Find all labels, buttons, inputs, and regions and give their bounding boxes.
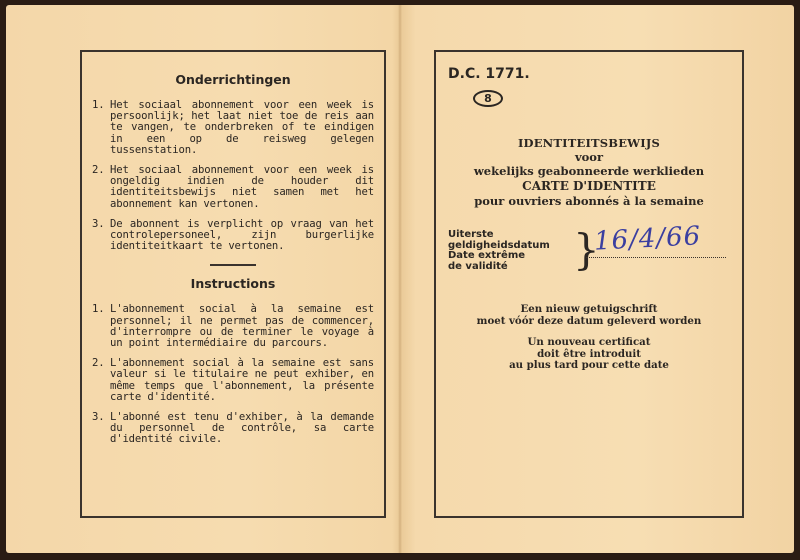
- list-item: 1. Het sociaal abonnement voor een week is persoonlijk; het laat niet toe de reis aan te vangen, te onderbreken of te eindigen in een op de reisweg gelegen tussenstation.: [92, 99, 374, 156]
- heading-instructions: Instructions: [190, 276, 276, 292]
- validity-date: 16/4/66: [593, 221, 702, 257]
- card-title-block: [436, 136, 742, 208]
- date-dotted-line: [586, 257, 726, 258]
- instructions-panel: [80, 50, 386, 518]
- identity-panel: [434, 50, 744, 518]
- title-fr: CARTE D'IDENTITE: [522, 179, 656, 193]
- notice-nl: Een nieuw getuigschrift moet vóór deze datum geleverd worden: [476, 303, 702, 327]
- class-number-badge: 8: [473, 90, 503, 107]
- title-nl-voor: voor: [574, 150, 604, 164]
- instructions-list-fr: [92, 304, 374, 445]
- list-item: 3. De abonnent is verplicht op vraag van het controlepersoneel, zijn burgerlijke identiteitkaart te vertonen.: [92, 217, 374, 253]
- validity-label: Uiterste geldigheidsdatum Date extrême de validité: [448, 229, 550, 272]
- subtitle-fr: pour ouvriers abonnés à la semaine: [474, 194, 704, 208]
- list-item: 1. L'abonnement social à la semaine est personnel; il ne permet pas de commencer, d'interrompre ou de terminer le voyage à un point intermédiaire du parcours.: [92, 303, 374, 350]
- heading-onderrichtingen: Onderrichtingen: [175, 72, 291, 87]
- list-item: 3. L'abonné est tenu d'exhiber, à la demande du personnel de contrôle, sa carte d'identité civile.: [92, 411, 374, 446]
- notice-fr: Un nouveau certificat doit être introduit au plus tard pour cette date: [509, 336, 669, 371]
- instructions-list-nl: [92, 100, 374, 252]
- list-item: 2. L'abonnement social à la semaine est sans valeur si le titulaire ne peut exhiber, en même temps que l'abonnement, la présente carte d'identité.: [92, 357, 374, 403]
- section-divider: [210, 264, 256, 266]
- brace-icon: }: [573, 225, 600, 274]
- subtitle-nl: wekelijks geabonneerde werklieden: [473, 164, 705, 178]
- list-item: 2. Het sociaal abonnement voor een week is ongeldig indien de houder dit identiteitsbewijs niet samen met het abonnement kan vertonen.: [92, 164, 374, 210]
- card-fold: [398, 5, 402, 553]
- document-code: D.C. 1771.: [448, 66, 530, 82]
- title-nl: IDENTITEITSBEWIJS: [517, 136, 661, 150]
